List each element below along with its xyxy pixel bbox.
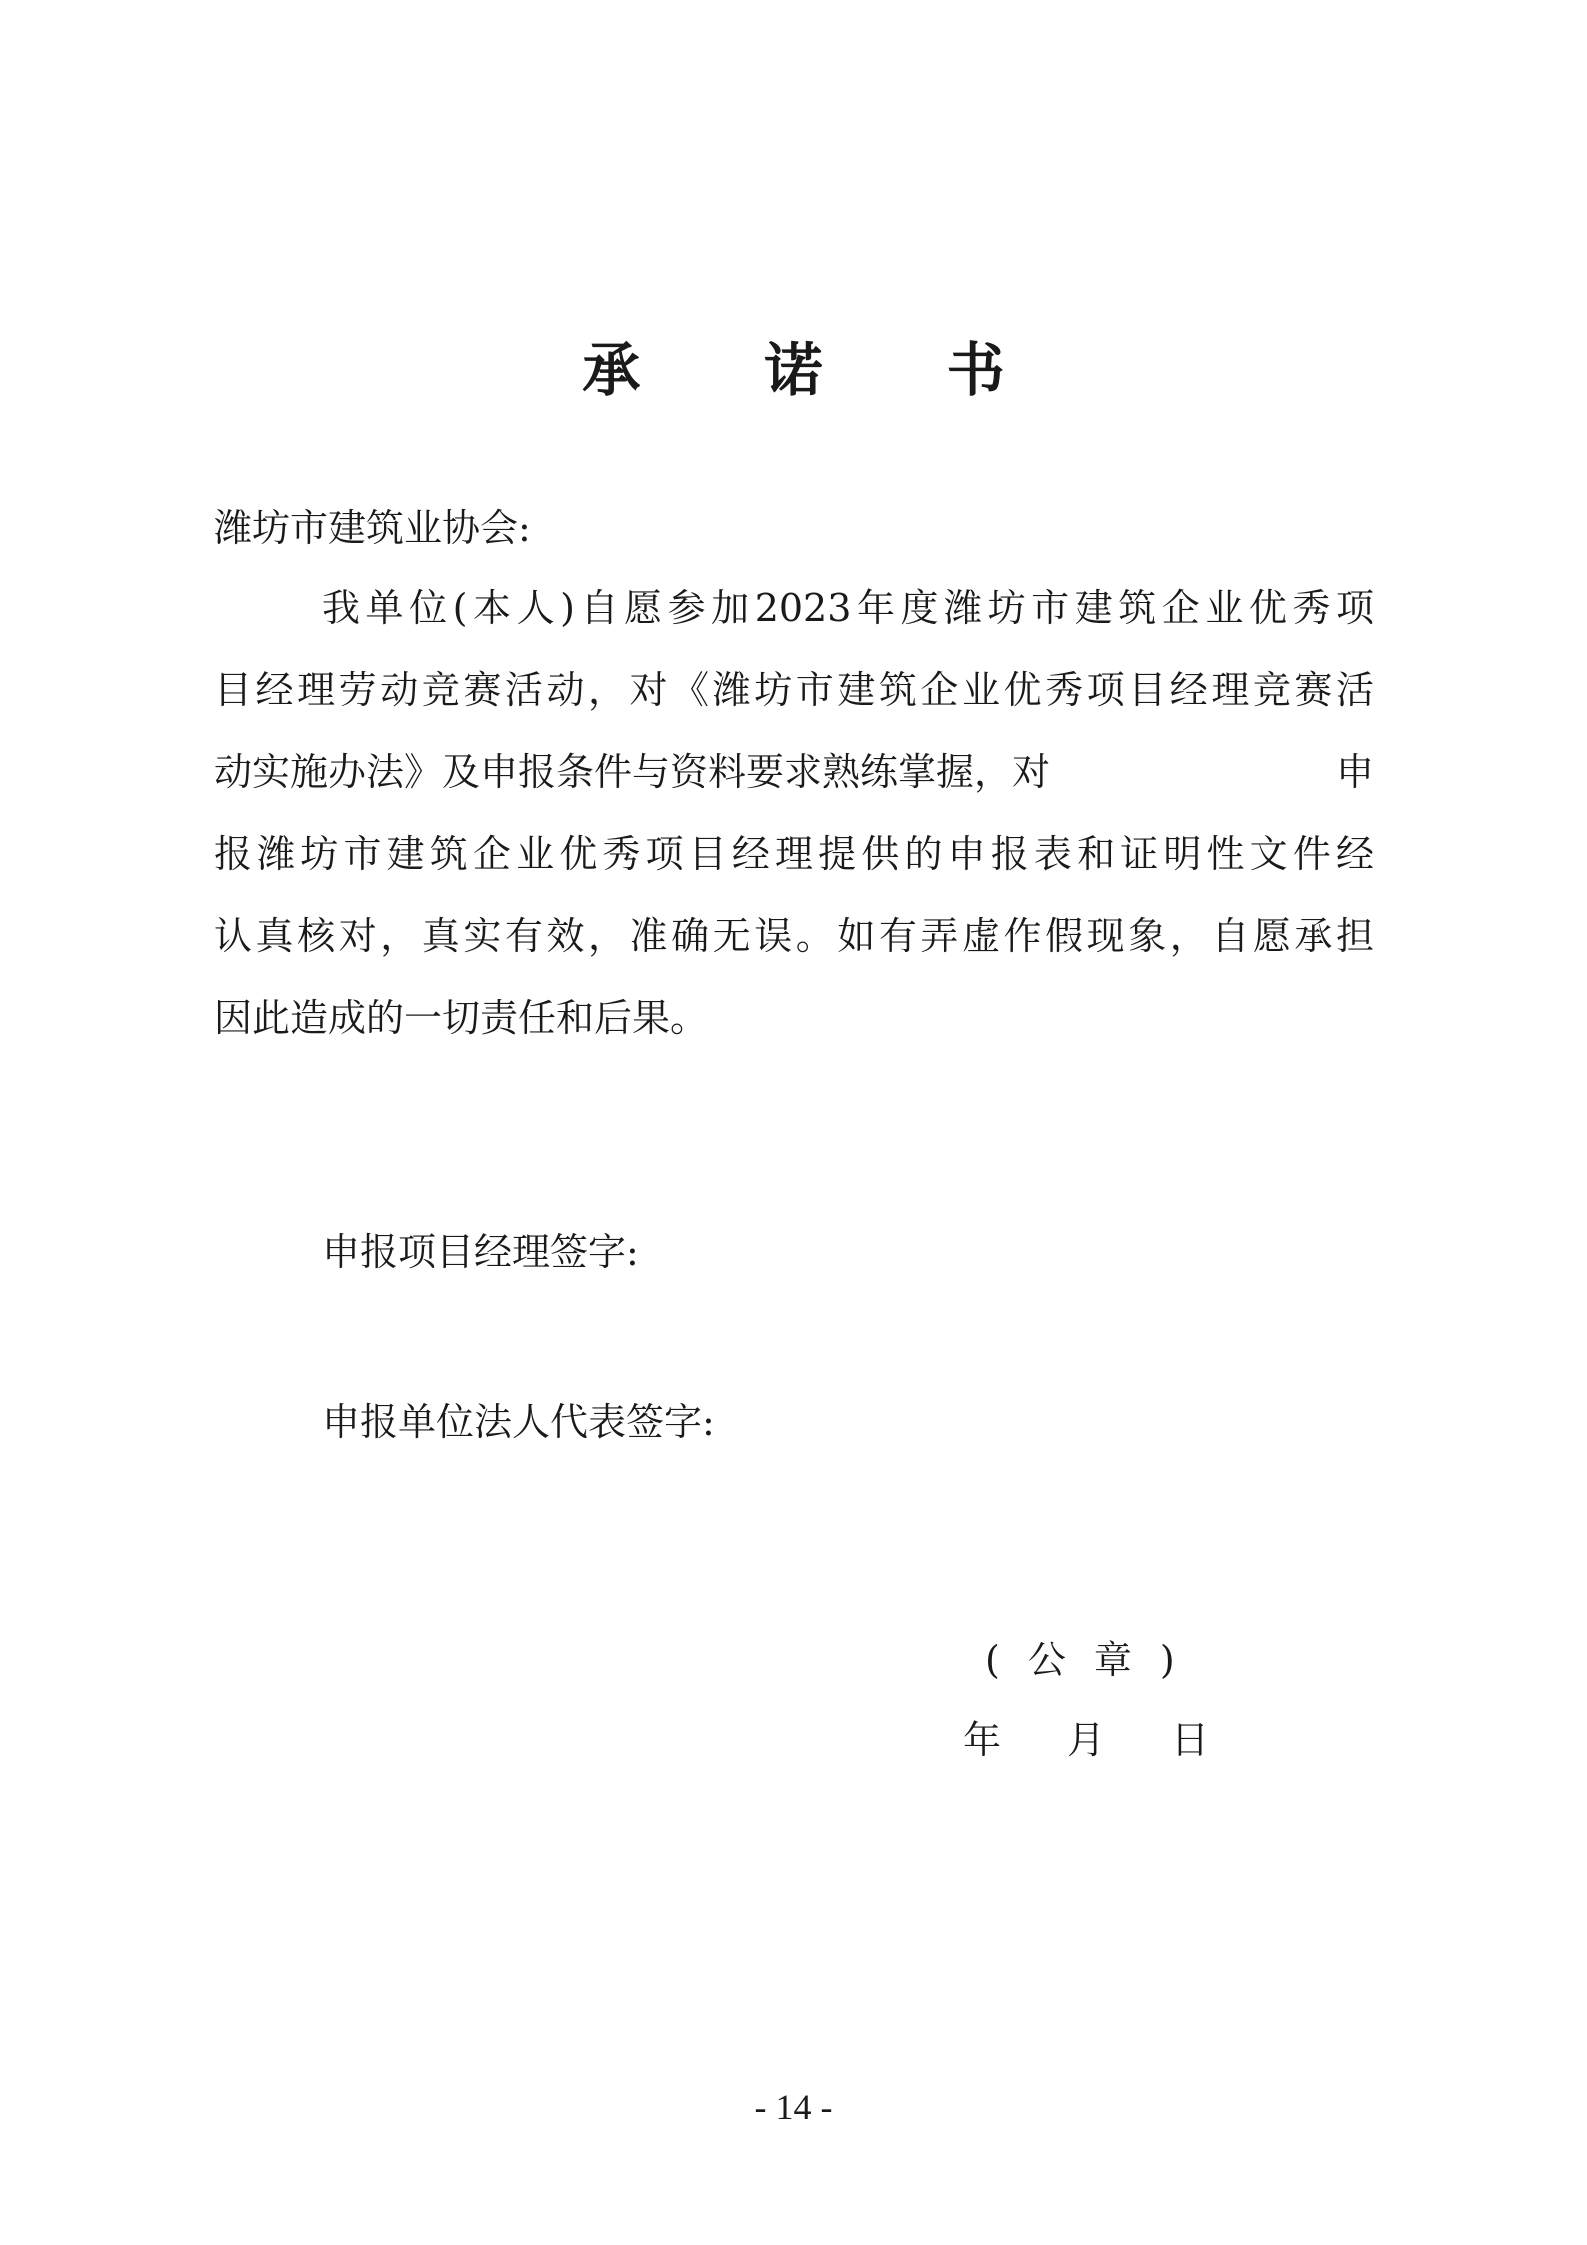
- official-seal-label: (公章): [985, 1638, 1203, 1682]
- date-month-label: 月: [1067, 1718, 1106, 1762]
- document-title: 承 诺 书: [582, 336, 1057, 404]
- body-line-3: [214, 742, 1374, 802]
- salutation: 潍坊市建筑业协会:: [214, 506, 531, 550]
- date-day-label: 日: [1171, 1718, 1210, 1762]
- body-line-1: 我单位(本人)自愿参加2023年度潍坊市建筑企业优秀项: [322, 586, 1374, 630]
- body-line-6: 因此造成的一切责任和后果。: [214, 996, 709, 1040]
- legal-representative-signature-label: 申报单位法人代表签字:: [322, 1400, 715, 1444]
- date-line: [963, 1710, 1209, 1770]
- body-line-4: 报潍坊市建筑企业优秀项目经理提供的申报表和证明性文件经: [214, 832, 1374, 876]
- date-year-label: 年: [963, 1718, 1002, 1762]
- body-line-3-text: 动实施办法》及申报条件与资料要求熟练掌握，对: [214, 750, 1051, 794]
- project-manager-signature-label: 申报项目经理签字:: [322, 1230, 639, 1274]
- body-line-2: 目经理劳动竞赛活动，对《潍坊市建筑企业优秀项目经理竞赛活: [214, 668, 1374, 712]
- page-number: - 14 -: [754, 2087, 833, 2127]
- body-line-5: 认真核对，真实有效，准确无误。如有弄虚作假现象，自愿承担: [214, 914, 1374, 958]
- body-line-3-right: 申: [1335, 750, 1374, 794]
